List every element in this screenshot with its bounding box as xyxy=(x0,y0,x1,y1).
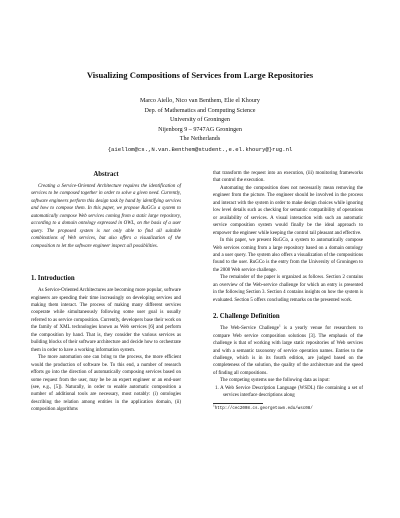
challenge-text-start: The Web-Service Challenge xyxy=(220,326,279,332)
challenge-text-rest: is a yearly venue for researchers to compare Web service composition solutions [3]. The emphasis of the challenge is that of working with large static repositories of Web services and with a semantic taxonomy of service operation names. Entries to the challenge, which is in its fourth edition, are judged based on the completeness of the solution, the quality of the architecture and the speed of finding all compositions. xyxy=(213,326,363,376)
challenge-paragraph xyxy=(213,325,363,377)
intro-paragraph: The more automation one can bring to the process, the more efficient would the production of software be. To this end, a number of research efforts go into the direction of automatically composing services based on some request from the user, may be be an expert engineer or an end-user (see, e.g., [5]). Naturally, in order to enable automatic composition a number of additional tools are necessary, most notably: (i) ontologies describing the relation among entities in the application domain, (ii) composition algorithms xyxy=(31,355,181,413)
footnote-mark: 1 xyxy=(213,403,215,408)
footnote-url: http://cec2008.cs.georgetown.edu/wsc08/ xyxy=(214,406,313,411)
intro-paragraph: As Service-Oriented Architectures are becoming more popular, software engineers are spending their time increasingly on developing services and making them interact. The process of making many different services cooperate while simultaneously following some user goal is usually referred to as service composition. Currently, developers base their work on the family of XML technologies known as Web services [6] and perform the composition by hand. That is, they consider the various services as building blocks of their software architecture and decide how to orchestrate them in order to have a working information system. xyxy=(31,288,181,353)
author-names: Marco Aiello, Nico van Benthem, Elie el Khoury xyxy=(140,98,260,104)
author-department: Dep. of Mathematics and Computing Science xyxy=(144,107,256,114)
footnote xyxy=(213,405,363,412)
author-block xyxy=(0,97,400,155)
abstract-heading: Abstract xyxy=(93,171,119,178)
footnote-rule xyxy=(213,403,263,404)
body-paragraph: Automating the composition does not necessarily mean removing the engineer from the picture. The engineer should be involved in the process and interact with the system in order to make design choices while ignoring low level details such as checking for semantic compatibility of operations or availability of services. A visual interaction with such an automatic service composition system would finally be the ideal approach to empower the engineer while keeping the control tail pleasant and effective. xyxy=(213,185,363,236)
author-emails: {aiellom@cs.,N.van.Benthem@student.,e.el.khoury@}rug.nl xyxy=(107,145,293,153)
introduction-heading: 1. Introduction xyxy=(31,275,75,283)
author-country: The Netherlands xyxy=(179,136,221,143)
body-paragraph: The remainder of the paper is organized as follows. Section 2 contains an overview of the Web-service challenge for which an entry is presented in the following Section 3. Section 4 contains insights on how the system is evaluated. Section 5 offers concluding remarks on the presented work. xyxy=(213,275,363,303)
left-column xyxy=(31,170,181,414)
author-university: University of Groningen xyxy=(170,117,230,124)
author-address: Nijenborg 9 – 9747AG Groningen xyxy=(158,126,242,133)
abstract-text: Creating a Service-Oriented Architecture requires the identification of services to be composed together in order to solve a given need. Currently, software engineers perform this design task by hand by identifying services and how to compose them. In this paper, we propose RuGCo a system to automatically compose Web services coming from a static large repository, according to a domain ontology expressed in OWL, on the basis of a user query. The proposed system is not only able to find all suitable combinations of Web services, but also offers a visualization of the composition to let the software engineer inspect all possibilities. xyxy=(31,184,181,249)
footnote-ref: 1 xyxy=(278,323,281,328)
right-column xyxy=(213,170,363,412)
input-list-item: 1. A Web Service Description Language (WSDL) file containing a set of services interface descriptions along xyxy=(215,385,363,399)
challenge-paragraph: The competing systems use the following data as input: xyxy=(220,378,330,384)
challenge-heading: 2. Challenge Definition xyxy=(213,313,280,321)
paper-title: Visualizing Compositions of Services from Large Repositories xyxy=(86,70,314,80)
body-paragraph: that transform the request into an execution, (iii) monitoring frameworks that control the execution. xyxy=(213,171,363,184)
body-paragraph: In this paper, we present RuGCo, a system to automatically compose Web services coming from a large repository based on a domain ontology and a user query. The system also offers a visualization of the compositions found to the user. RuGCo is the entry from the University of Groningen to the 2008 Web service challenge. xyxy=(213,238,363,273)
